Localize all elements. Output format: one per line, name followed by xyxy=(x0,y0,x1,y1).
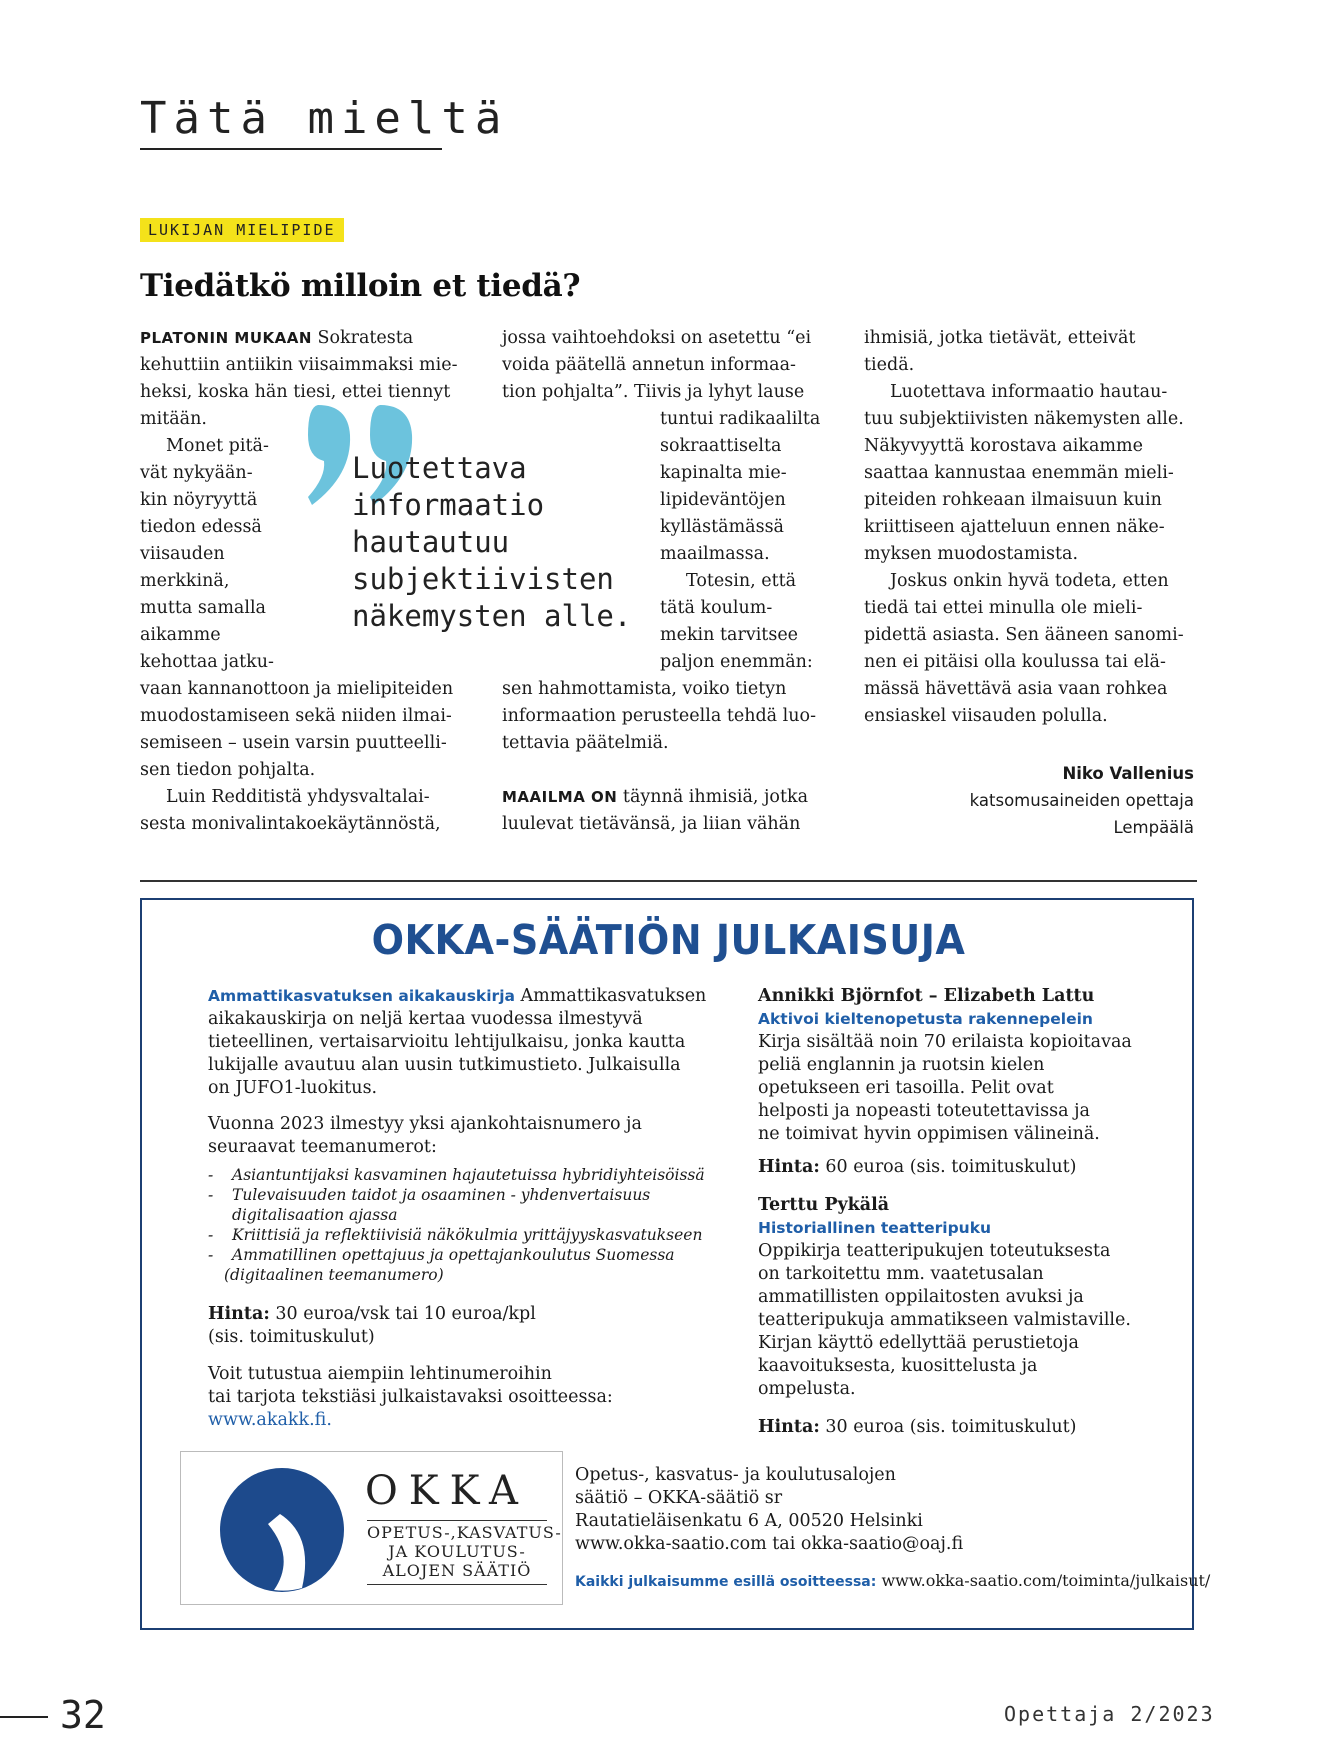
category-tag: LUKIJAN MIELIPIDE xyxy=(140,218,344,242)
author-place: Lempäälä xyxy=(1113,818,1194,837)
issue-label: Opettaja 2/2023 xyxy=(1004,1702,1215,1726)
section-title: Tätä mieltä xyxy=(140,93,509,144)
author-role: katsomusaineiden opettaja xyxy=(969,791,1194,810)
lead-in: PLATONIN MUKAAN xyxy=(140,329,312,347)
author-name: Niko Vallenius xyxy=(1062,764,1194,783)
journal-title: Ammattikasvatuksen aikakauskirja xyxy=(208,987,515,1005)
okka-title: OKKA-SÄÄTIÖN JULKAISUJA xyxy=(371,916,966,964)
okka-contact: Opetus-, kasvatus- ja koulutusalojen säätiö – OKKA-säätiö sr Rautatieläisenkatu 6 A, 00520 Helsinki www.okka-saatio.com tai okka-saatio@oaj.fi xyxy=(575,1465,964,1554)
book2-title: Historiallinen teatteripuku xyxy=(758,1219,992,1237)
author-signature xyxy=(864,760,1194,841)
theme-list: - Asiantuntijaksi kasvaminen hajautetuissa hybridiyhteisöissä - Tulevaisuuden taidot ja osaaminen - yhdenvertaisuus digitalisaation ajassa - Kriittisiä ja reflektiivisiä näkökulmia yrittäjyyskasvatukseen - Ammatillinen opettajuus ja opettajankoulutus Suomessa (digitaalinen teemanumero) xyxy=(208,1166,705,1284)
okka-subtitle: OPETUS-,KASVATUS- JA KOULUTUS- ALOJEN SÄÄTIÖ xyxy=(367,1523,562,1580)
book1-title: Aktivoi kieltenopetusta rakennepelein xyxy=(758,1010,1093,1028)
book2-author: Terttu Pykälä xyxy=(758,1195,890,1215)
section-underline xyxy=(140,148,442,150)
contact-web-email[interactable]: www.okka-saatio.com tai okka-saatio@oaj.fi xyxy=(575,1534,964,1554)
page-number-rule xyxy=(0,1716,48,1718)
okka-right-column: Annikki Björnfot – Elizabeth Lattu Aktivoi kieltenopetusta rakennepelein Kirja sisältää noin 70 erilaista kopioitavaa peliä englannin ja ruotsin kielen opetukseen eri tasoilla. Pelit ovat helposti ja nopeasti toteutettavissa ja ne toimivat hyvin oppimisen välineinä. Hinta: 60 euroa (sis. toimituskulut) Terttu Pykälä Historiallinen teatteripuku Oppikirja teatteripukujen toteutuksesta on tarkoitettu mm. vaatetusalan ammatillisten oppilaitosten avuksi ja teatteripukuja ammatikseen valmistaville. Kirjan käyttö edellyttää perustietoja kaavoituksesta, kuosittelusta ja ompelusta. Hinta: 30 euroa (sis. toimituskulut) xyxy=(758,986,1132,1437)
article-headline: Tiedätkö milloin et tiedä? xyxy=(140,268,581,304)
okka-left-column: Ammattikasvatuksen aikakauskirja Ammattikasvatuksen aikakauskirja on neljä kertaa vuodessa ilmestyvä tieteellinen, vertaisarvioitu lehtijulkaisu, jonka kautta lukijalle avautuu alan uusin tutkimustieto. Julkaisulla on JUFO1-luokitus. Vuonna 2023 ilmestyy yksi ajankohtaisnumero ja seuraavat teemanumerot: - Asiantuntijaksi kasvaminen hajautetuissa hybridiyhteisöissä - Tulevaisuuden taidot ja osaaminen - yhdenvertaisuus digitalisaation ajassa - Kriittisiä ja reflektiivisiä näkökulmia yrittäjyyskasvatukseen - Ammatillinen opettajuus ja opettajankoulutus Suomessa (digitaalinen teemanumero) Hinta: 30 euroa/vsk tai 10 euroa/kpl (sis. toimituskulut) Voit tutustua aiempiin lehtinumeroihin tai tarjota tekstiäsi julkaistavaksi osoitteessa: www.akakk.fi. xyxy=(208,986,707,1430)
publications-link[interactable]: www.okka-saatio.com/toiminta/julkaisut/ xyxy=(876,1571,1211,1590)
book1-author: Annikki Björnfot – Elizabeth Lattu xyxy=(758,986,1095,1006)
article-column-2: jossa vaihtoehdoksi on asetettu “ei voida päätellä annetun informaa- tion pohjalta”. Tiivis ja lyhyt lause tuntui radikaalilta sokraattiselta kapinalta mie- lipideväntöjen kyllästämässä maailmassa. Totesin, että tätä koulum- mekin tarvitsee paljon enemmän: sen hahmottamista, voiko tietyn informaation perusteella tehdä luo- tettavia päätelmiä. MAAILMA ON täynnä ihmisiä, jotka luulevat tietävänsä, ja liian vähän xyxy=(502,328,821,834)
article-column-3: ihmisiä, jotka tietävät, etteivät tiedä. Luotettava informaatio hautau- tuu subjektiivisten näkemysten alle. Näkyvyyttä korostava aikamme saattaa kannustaa enemmän mieli- piteiden rohkeaan ilmaisuun kuin kriittiseen ajatteluun ennen näke- myksen muodostamista. Joskus onkin hyvä todeta, etten tiedä tai ettei minulla ole mieli- pidettä asiasta. Sen ääneen sanomi- nen ei pitäisi olla koulussa tai elä- mässä hävettävä asia vaan rohkea ensiaskel viisauden polulla. xyxy=(864,328,1184,726)
logo-rule-top xyxy=(367,1520,547,1521)
okka-logo-icon xyxy=(218,1466,346,1594)
okka-wordmark: OKKA xyxy=(365,1468,529,1514)
logo-rule-bottom xyxy=(367,1584,547,1585)
lead-in-2: MAAILMA ON xyxy=(502,788,618,806)
page-number: 32 xyxy=(60,1693,106,1737)
article-column-1: PLATONIN MUKAAN Sokratesta kehuttiin antiikin viisaimmaksi mie- heksi, koska hän tiesi, ettei tiennyt mitään. Monet pitä- vät nykyään- kin nöyryyttä tiedon edessä viisauden merkkinä, mutta samalla aikamme kehottaa jatku- vaan kannanottoon ja mielipiteiden muodostamiseen sekä niiden ilmai- semiseen – usein varsin puutteelli- sen tiedon pohjalta. Luin Redditistä yhdysvaltalai- sesta monivalintakoekäytännöstä, xyxy=(140,328,458,834)
section-divider xyxy=(140,880,1197,882)
pull-quote: Luotettava informaatio hautautuu subjektiivisten näkemysten alle. xyxy=(352,451,632,633)
journal-link[interactable]: www.akakk.fi. xyxy=(208,1410,332,1430)
okka-all-publications: Kaikki julkaisumme esillä osoitteessa: www.okka-saatio.com/toiminta/julkaisut/ xyxy=(575,1571,1211,1590)
